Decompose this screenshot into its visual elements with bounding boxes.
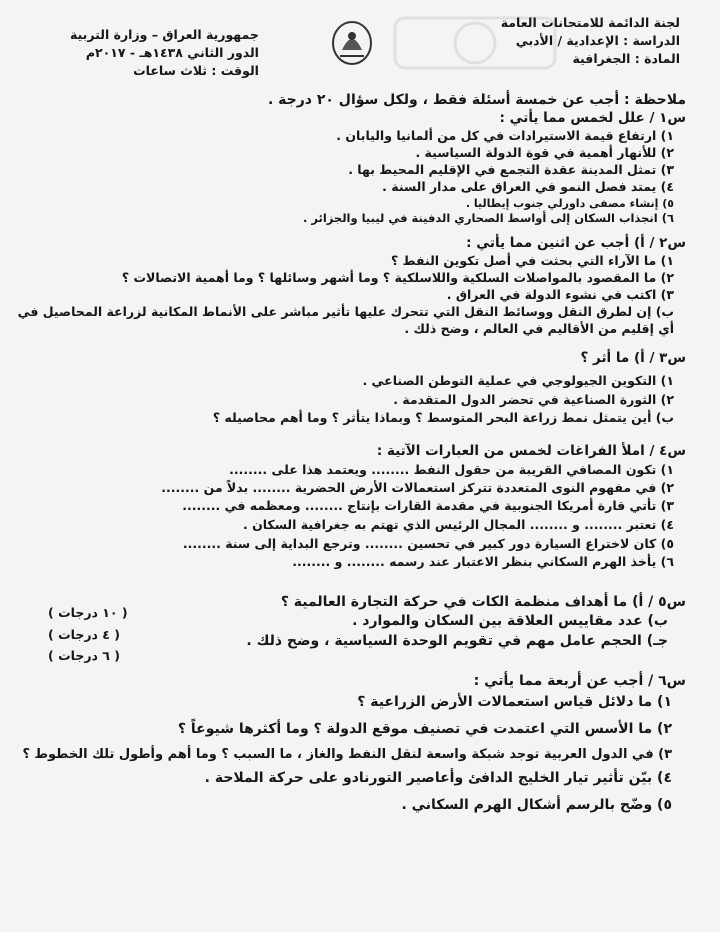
q4-item: ٣) تأتي قارة أمريكا الجنوبية في مقدمة القارات بإنتاج ........ ومعظمه في ........ — [182, 498, 674, 513]
q6-heading: س٦ / أجب عن أربعة مما يأتي : — [473, 673, 686, 689]
ministry-name: جمهورية العراق – وزارة التربية — [70, 27, 259, 42]
q1-item: ٦) انجذاب السكان إلى أواسط الصحاري الدفينة في ليبيا والجزائر . — [302, 211, 674, 225]
q4-item: ٦) يأخذ الهرم السكاني بنظر الاعتبار عند رسمه ........ و ........ — [292, 554, 674, 569]
q4-heading: س٤ / املأ الفراغات لخمس من العبارات الآتية : — [376, 443, 686, 459]
q6-item: ٢) ما الأسس التي اعتمدت في تصنيف موقع الدولة ؟ وما أكثرها شيوعاً ؟ — [177, 721, 672, 737]
q2-part-b: ب) إن لطرق النقل ووسائط النقل التي تتحرك عليها تأثير مباشر على الأنماط المكانية لزراعة المحاصيل في — [17, 304, 674, 319]
q1-item: ١) ارتفاع قيمة الاستيرادات في كل من ألمانيا واليابان . — [336, 128, 674, 143]
q1-item: ٣) تمثل المدينة عقدة التجمع في الإقليم المحيط بها . — [348, 162, 674, 177]
q5-heading: س٥ / أ) ما أهداف منظمة الكات في حركة التجارة العالمية ؟ — [280, 594, 686, 610]
q6-item: ٥) وضّح بالرسم أشكال الهرم السكاني . — [401, 797, 672, 813]
emblem-icon — [330, 20, 374, 66]
q4-item: ١) تكون المصافي القريبة من حقول النفط ........ ويعتمد هذا على ........ — [229, 462, 674, 477]
q4-item: ٤) تعتبر ........ و ........ المجال الرئيس الذي تهتم به جغرافية السكان . — [242, 517, 674, 532]
header-right — [501, 14, 680, 68]
q5-part-c: جـ) الحجم عامل مهم في تقويم الوحدة السياسية ، وضح ذلك . — [246, 633, 668, 649]
q5-marks-b: ( ٤ درجات ) — [48, 627, 121, 642]
q1-item: ٥) إنشاء مصفى داورلي جنوب إيطاليا . — [465, 197, 674, 210]
q5-part-b: ب) عدد مقاييس العلاقة بين السكان والموارد . — [352, 613, 668, 629]
q6-item: ١) ما دلائل قياس استعمالات الأرض الزراعية ؟ — [357, 694, 672, 710]
q2-part-b-cont: أي إقليم من الأقاليم في العالم ، وضح ذلك . — [404, 321, 674, 336]
committee-name: لجنة الدائمة للامتحانات العامة — [500, 15, 680, 30]
q6-item: ٤) بيّن تأثير تيار الخليج الدافئ وأعاصير التورنادو على حركة الملاحة . — [204, 770, 672, 786]
q1-item: ٤) يمتد فصل النمو في العراق على مدار السنة . — [382, 179, 674, 194]
q4-item: ٢) في مفهوم النوى المتعددة تتركز استعمالات الأرض الحضرية ........ بدلاً من ........ — [161, 480, 674, 495]
exam-note: ملاحظة : أجب عن خمسة أسئلة فقط ، ولكل سؤال ٢٠ درجة . — [267, 92, 686, 108]
exam-session: الدور الثاني ١٤٣٨هـ - ٢٠١٧م — [85, 45, 259, 60]
study-branch: الدراسة : الإعدادية / الأدبي — [515, 33, 680, 48]
q1-heading: س١ / علل لخمس مما يأتي : — [499, 110, 686, 126]
q4-item: ٥) كان لاختراع السيارة دور كبير في تحسين ........ وترجع البداية إلى سنة ........ — [182, 536, 674, 551]
q5-marks-c: ( ٦ درجات ) — [48, 648, 121, 663]
q5-marks-a: ( ١٠ درجات ) — [48, 605, 128, 620]
q2-item: ١) ما الآراء التي بحثت في أصل تكوين النفط ؟ — [391, 253, 674, 268]
q3-part-b: ب) أين يتمثل نمط زراعة البحر المتوسط ؟ وبماذا يتأثر ؟ وما أهم محاصيله ؟ — [212, 410, 674, 425]
q3-item: ٢) الثورة الصناعية في تحضر الدول المتقدمة . — [393, 392, 674, 407]
q2-item: ٣) اكتب في نشوء الدولة في العراق . — [446, 287, 674, 302]
exam-duration: الوقت : ثلاث ساعات — [133, 63, 259, 78]
q2-item: ٢) ما المقصود بالمواصلات السلكية واللاسلكية ؟ وما أشهر وسائلها ؟ وما أهمية الاتصالات ؟ — [121, 270, 674, 285]
q3-heading: س٣ / أ) ما أثر ؟ — [580, 350, 686, 366]
q6-item: ٣) في الدول العربية توجد شبكة واسعة لنقل النفط والغاز ، ما السبب ؟ وما أهم وأطول تلك الخطوط ؟ — [22, 747, 672, 762]
q3-item: ١) التكوين الجيولوجي في عملية التوطن الصناعي . — [362, 373, 674, 388]
header-left — [70, 26, 259, 80]
q2-heading: س٢ / أ) أجب عن اثنين مما يأتي : — [466, 235, 686, 251]
subject-name: المادة : الجغرافية — [572, 51, 680, 66]
q1-item: ٢) للأنهار أهمية في قوة الدولة السياسية . — [415, 145, 674, 160]
